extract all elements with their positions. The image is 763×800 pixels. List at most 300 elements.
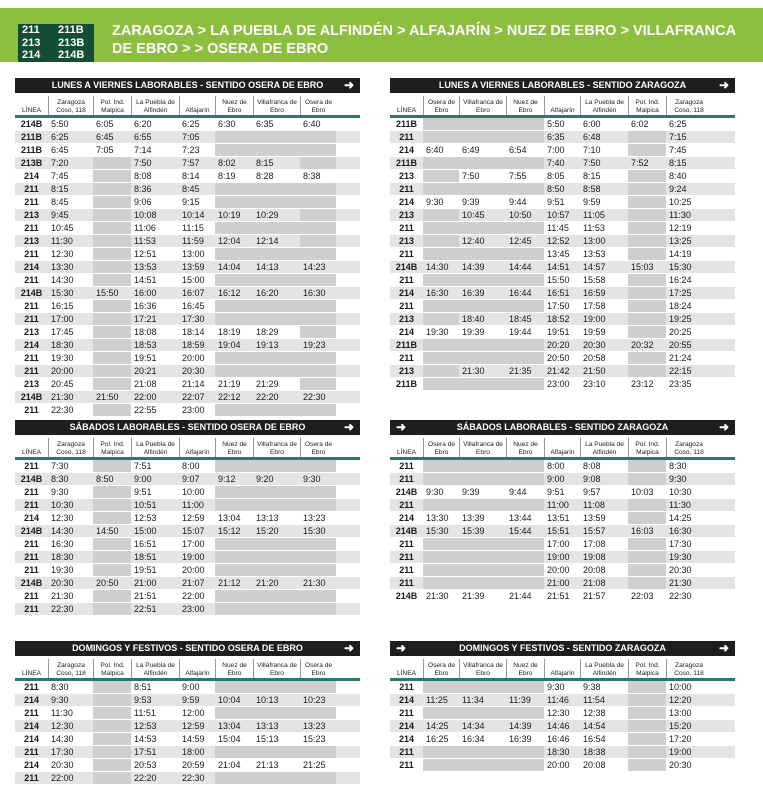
- time-cell: 17:50: [547, 301, 570, 311]
- time-cell: [215, 746, 253, 758]
- time-cell: [300, 326, 336, 338]
- time-cell: [423, 157, 459, 169]
- line-number-cell: 211: [24, 552, 39, 562]
- time-cell: 9:30: [426, 487, 444, 497]
- line-number-cell: 211B: [20, 132, 43, 142]
- table-row: [15, 460, 360, 473]
- time-cell: [253, 772, 300, 784]
- table-row: [15, 352, 360, 365]
- time-cell: [253, 222, 300, 234]
- line-number-cell: 211: [24, 747, 39, 757]
- time-cell: 13:23: [303, 513, 326, 523]
- time-cell: [459, 473, 506, 485]
- time-cell: 16:59: [583, 288, 606, 298]
- line-number-cell: 211: [24, 366, 39, 376]
- line-number-cell: 211: [399, 539, 414, 549]
- table-row: [390, 486, 735, 499]
- timetable-osera: [15, 420, 360, 616]
- arrow-right-icon: ➜: [396, 420, 407, 434]
- column-header: Alfajarín: [544, 659, 580, 678]
- time-cell: 6:25: [182, 119, 200, 129]
- time-cell: [93, 564, 131, 576]
- time-cell: [93, 486, 131, 498]
- time-cell: 8:30: [51, 474, 69, 484]
- time-cell: 20:30: [182, 366, 205, 376]
- time-cell: 20:00: [182, 565, 205, 575]
- time-cell: 6:40: [426, 145, 444, 155]
- time-cell: [253, 274, 300, 286]
- time-cell: 21:57: [583, 591, 606, 601]
- time-cell: 10:29: [256, 210, 279, 220]
- time-cell: 14:57: [583, 262, 606, 272]
- time-cell: [93, 746, 131, 758]
- time-cell: [300, 460, 336, 472]
- time-cell: [423, 352, 459, 364]
- time-cell: 16:46: [547, 734, 570, 744]
- time-cell: 7:40: [547, 158, 565, 168]
- time-cell: [628, 222, 666, 234]
- time-cell: 13:45: [547, 249, 570, 259]
- line-number-cell: 211: [399, 301, 414, 311]
- time-cell: [628, 248, 666, 260]
- time-cell: [300, 378, 336, 390]
- time-cell: 22:12: [218, 392, 241, 402]
- time-cell: [93, 759, 131, 771]
- time-cell: [423, 118, 459, 130]
- time-cell: [628, 235, 666, 247]
- time-cell: 15:44: [509, 526, 532, 536]
- time-cell: 15:30: [426, 526, 449, 536]
- column-header: Pol. Ind. Malpica: [628, 659, 666, 678]
- column-header: Zaragoza Coso, 118: [666, 438, 711, 457]
- time-cell: 14:04: [218, 262, 241, 272]
- column-header: La Puebla de Alfindén: [131, 438, 179, 457]
- line-code: 213: [22, 36, 41, 49]
- time-cell: [506, 352, 544, 364]
- time-cell: [253, 681, 300, 693]
- column-header: La Puebla de Alfindén: [131, 659, 179, 678]
- time-cell: [93, 460, 131, 472]
- time-cell: 17:00: [51, 314, 74, 324]
- time-cell: 17:00: [547, 539, 570, 549]
- time-cell: 13:13: [256, 721, 279, 731]
- time-cell: [459, 707, 506, 719]
- time-cell: [253, 551, 300, 563]
- time-cell: 14:30: [426, 262, 449, 272]
- time-cell: [506, 551, 544, 563]
- time-cell: 22:07: [182, 392, 205, 402]
- arrow-right-icon: ➜: [718, 420, 729, 434]
- time-cell: 13:53: [583, 249, 606, 259]
- table-row: [390, 261, 735, 274]
- time-cell: 8:50: [547, 184, 565, 194]
- table-row: [390, 759, 735, 772]
- line-number-cell: 214: [398, 145, 415, 155]
- line-code: 211: [22, 24, 40, 36]
- column-header: Osera de Ebro: [423, 438, 459, 457]
- time-cell: 8:19: [218, 171, 236, 181]
- time-cell: [215, 707, 253, 719]
- time-cell: [628, 131, 666, 143]
- line-number-cell: 214: [398, 197, 415, 207]
- time-cell: [423, 577, 459, 589]
- time-cell: 12:30: [51, 513, 74, 523]
- time-cell: 7:50: [583, 158, 601, 168]
- table-row: [390, 473, 735, 486]
- time-cell: [300, 274, 336, 286]
- time-cell: 18:30: [547, 747, 570, 757]
- time-cell: [506, 300, 544, 312]
- time-cell: [506, 183, 544, 195]
- time-cell: [93, 313, 131, 325]
- time-cell: [300, 681, 336, 693]
- time-cell: 20:58: [583, 353, 606, 363]
- column-header: Alfajarín: [544, 96, 580, 115]
- table-row: [15, 222, 360, 235]
- table-row: [15, 590, 360, 603]
- time-cell: 14:19: [669, 249, 692, 259]
- time-cell: 23:12: [631, 379, 654, 389]
- time-cell: [506, 473, 544, 485]
- time-cell: [253, 352, 300, 364]
- time-cell: 20:00: [51, 366, 74, 376]
- time-cell: [459, 222, 506, 234]
- table-row: [15, 365, 360, 378]
- time-cell: [506, 577, 544, 589]
- time-cell: [628, 313, 666, 325]
- column-header: La Puebla de Alfindén: [131, 96, 179, 115]
- time-cell: 13:13: [256, 513, 279, 523]
- time-cell: 23:00: [182, 604, 205, 614]
- time-cell: [423, 460, 459, 472]
- time-cell: 16:12: [218, 288, 241, 298]
- line-number-cell: 213: [398, 236, 415, 246]
- column-header: Osera de Ebro: [423, 96, 459, 115]
- time-cell: 9:30: [51, 695, 69, 705]
- time-cell: [423, 551, 459, 563]
- time-cell: 5:50: [547, 119, 565, 129]
- time-cell: 21:44: [509, 591, 532, 601]
- time-cell: 7:05: [96, 145, 114, 155]
- time-cell: 9:57: [583, 487, 601, 497]
- time-cell: 9:39: [462, 197, 480, 207]
- table-row: [15, 759, 360, 772]
- time-cell: [628, 196, 666, 208]
- time-cell: 12:53: [134, 513, 157, 523]
- time-cell: [506, 707, 544, 719]
- time-cell: 16:30: [303, 288, 326, 298]
- time-cell: [300, 313, 336, 325]
- column-header: Nuez de Ebro: [506, 438, 544, 457]
- time-cell: 16:15: [51, 301, 74, 311]
- time-cell: 21:42: [547, 366, 570, 376]
- line-number-cell: 214B: [20, 474, 43, 484]
- time-cell: 19:00: [547, 552, 570, 562]
- time-cell: 16:25: [426, 734, 449, 744]
- timetable-osera: [15, 78, 360, 417]
- time-cell: [459, 577, 506, 589]
- line-number-cell: 211: [24, 353, 39, 363]
- time-cell: 21:07: [182, 578, 205, 588]
- time-cell: 14:53: [134, 734, 157, 744]
- column-header: LÍNEA: [21, 669, 42, 677]
- time-cell: 20:00: [547, 565, 570, 575]
- time-cell: 8:15: [51, 184, 69, 194]
- line-number-cell: 211: [24, 487, 39, 497]
- time-cell: 20:53: [134, 760, 157, 770]
- time-cell: 18:08: [134, 327, 157, 337]
- table-row: [390, 525, 735, 538]
- time-cell: 9:00: [134, 474, 152, 484]
- column-header: LÍNEA: [21, 106, 42, 114]
- time-cell: 12:52: [547, 236, 570, 246]
- time-cell: [93, 365, 131, 377]
- line-number-cell: 214: [23, 721, 40, 731]
- time-cell: [253, 313, 300, 325]
- table-row: [15, 486, 360, 499]
- column-header: Villafranca de Ebro: [253, 659, 300, 678]
- time-cell: [215, 551, 253, 563]
- time-cell: [253, 248, 300, 260]
- line-number-cell: 211: [24, 565, 39, 575]
- time-cell: 12:59: [182, 721, 205, 731]
- table-row: [15, 551, 360, 564]
- line-number-cell: 211: [399, 184, 414, 194]
- time-cell: [459, 339, 506, 351]
- line-number-cell: 211: [24, 275, 39, 285]
- time-cell: [628, 274, 666, 286]
- time-cell: 6:49: [462, 145, 480, 155]
- time-cell: 20:08: [583, 760, 606, 770]
- line-number-cell: 214B: [20, 578, 43, 588]
- time-cell: [628, 300, 666, 312]
- arrow-right-icon: ➜: [343, 641, 354, 655]
- time-cell: [506, 157, 544, 169]
- time-cell: 13:44: [509, 513, 532, 523]
- time-cell: 16:30: [51, 539, 74, 549]
- column-header: Pol. Ind. Malpica: [93, 96, 131, 115]
- time-cell: [506, 746, 544, 758]
- time-cell: [459, 248, 506, 260]
- route-title: ZARAGOZA > LA PUEBLA DE ALFINDÉN > ALFAJARÍN > NUEZ DE EBRO > VILLAFRANCA DE EBRO > > OSERA DE EBRO: [112, 23, 736, 57]
- time-cell: [506, 460, 544, 472]
- time-cell: 8:15: [583, 171, 601, 181]
- table-row: [15, 707, 360, 720]
- time-cell: 18:00: [182, 747, 205, 757]
- time-cell: 20:30: [51, 578, 74, 588]
- time-cell: 19:30: [51, 565, 74, 575]
- column-header: Villafranca de Ebro: [253, 96, 300, 115]
- time-cell: [506, 681, 544, 693]
- line-number-cell: 211: [399, 275, 414, 285]
- time-cell: [459, 746, 506, 758]
- column-header: Villafranca de Ebro: [459, 438, 506, 457]
- time-cell: 8:15: [669, 158, 687, 168]
- line-number-cell: 211B: [395, 379, 418, 389]
- time-cell: 15:30: [303, 526, 326, 536]
- time-cell: 15:03: [631, 262, 654, 272]
- table-row: [15, 733, 360, 746]
- time-cell: 14:44: [509, 262, 532, 272]
- table-title-bar: [15, 78, 360, 93]
- time-cell: 16:30: [669, 526, 692, 536]
- time-cell: 9:07: [182, 474, 200, 484]
- table-row: [390, 365, 735, 378]
- time-cell: 22:30: [51, 405, 74, 415]
- time-cell: 22:00: [51, 773, 74, 783]
- table-row: [15, 144, 360, 157]
- time-cell: 6:30: [218, 119, 236, 129]
- time-cell: 16:36: [134, 301, 157, 311]
- time-cell: [253, 144, 300, 156]
- time-cell: [506, 759, 544, 771]
- line-number-cell: 211: [24, 500, 39, 510]
- time-cell: 20:55: [669, 340, 692, 350]
- time-cell: 10:08: [134, 210, 157, 220]
- time-cell: 6:25: [51, 132, 69, 142]
- line-number-cell: 211: [399, 353, 414, 363]
- time-cell: 9:30: [303, 474, 321, 484]
- time-cell: 9:30: [547, 682, 565, 692]
- time-cell: 18:52: [547, 314, 570, 324]
- table-row: [390, 707, 735, 720]
- time-cell: [300, 590, 336, 602]
- table-row: [390, 300, 735, 313]
- table-row: [390, 352, 735, 365]
- time-cell: 17:25: [669, 288, 692, 298]
- time-cell: [93, 196, 131, 208]
- time-cell: 12:14: [256, 236, 279, 246]
- time-cell: [215, 274, 253, 286]
- time-cell: 15:07: [182, 526, 205, 536]
- time-cell: [423, 746, 459, 758]
- line-number-cell: 213: [23, 327, 40, 337]
- table-row: [390, 499, 735, 512]
- column-header: Pol. Ind. Malpica: [93, 438, 131, 457]
- table-row: [390, 157, 735, 170]
- time-cell: 20:00: [182, 353, 205, 363]
- line-number-cell: 213: [398, 366, 415, 376]
- time-cell: 7:23: [182, 145, 200, 155]
- time-cell: [93, 157, 131, 169]
- time-cell: [423, 235, 459, 247]
- time-cell: [628, 365, 666, 377]
- time-cell: 18:24: [669, 301, 692, 311]
- column-headers: [15, 659, 360, 681]
- time-cell: 21:30: [426, 591, 449, 601]
- time-cell: 11:34: [462, 695, 484, 705]
- time-cell: 21:20: [256, 578, 279, 588]
- time-cell: 7:00: [547, 145, 565, 155]
- time-cell: 17:21: [134, 314, 157, 324]
- time-cell: 15:12: [218, 526, 241, 536]
- table-title-bar: [390, 420, 735, 435]
- time-cell: 14:30: [51, 526, 74, 536]
- time-cell: [506, 118, 544, 130]
- table-row: [15, 499, 360, 512]
- time-cell: 21:30: [462, 366, 485, 376]
- time-cell: 15:20: [669, 721, 692, 731]
- column-header: LÍNEA: [396, 669, 417, 677]
- line-number-cell: 211: [24, 223, 39, 233]
- table-title-bar: [390, 641, 735, 656]
- column-header: Alfajarín: [544, 438, 580, 457]
- time-cell: 21:35: [509, 366, 532, 376]
- time-cell: 19:44: [509, 327, 532, 337]
- arrow-right-icon: ➜: [718, 641, 729, 655]
- time-cell: [93, 339, 131, 351]
- time-cell: [215, 248, 253, 260]
- time-cell: [506, 222, 544, 234]
- time-cell: 9:39: [462, 487, 480, 497]
- time-cell: 17:30: [182, 314, 205, 324]
- time-cell: [215, 603, 253, 615]
- time-cell: 11:25: [426, 695, 448, 705]
- column-headers: [15, 438, 360, 460]
- time-cell: 12:38: [583, 708, 606, 718]
- header-banner: [0, 8, 763, 62]
- line-number-cell: 211: [24, 539, 39, 549]
- time-cell: [300, 538, 336, 550]
- table-row: [15, 313, 360, 326]
- table-row: [15, 300, 360, 313]
- time-cell: [93, 772, 131, 784]
- line-number-cell: 211: [399, 578, 414, 588]
- line-number-cell: 214B: [395, 262, 418, 272]
- time-cell: 16:07: [182, 288, 205, 298]
- time-cell: 19:00: [182, 552, 205, 562]
- time-cell: 22:20: [134, 773, 157, 783]
- time-cell: 18:45: [509, 314, 532, 324]
- time-cell: 18:40: [462, 314, 485, 324]
- time-cell: 18:14: [182, 327, 205, 337]
- column-header: Nuez de Ebro: [215, 438, 253, 457]
- time-cell: 11:00: [547, 500, 569, 510]
- time-cell: [300, 772, 336, 784]
- time-cell: 23:00: [182, 405, 205, 415]
- table-title: LUNES A VIERNES LABORABLES - SENTIDO ZARAGOZA: [438, 80, 687, 90]
- time-cell: [300, 404, 336, 416]
- time-cell: 9:24: [669, 184, 687, 194]
- time-cell: [628, 144, 666, 156]
- table-row: [15, 473, 360, 486]
- time-cell: 13:51: [547, 513, 570, 523]
- time-cell: 15:20: [256, 526, 279, 536]
- time-cell: [459, 274, 506, 286]
- time-cell: 23:35: [669, 379, 692, 389]
- time-cell: [300, 235, 336, 247]
- time-cell: [253, 460, 300, 472]
- time-cell: 20:25: [669, 327, 692, 337]
- time-cell: 8:08: [134, 171, 152, 181]
- table-row: [15, 564, 360, 577]
- time-cell: 13:59: [182, 262, 205, 272]
- column-header: Nuez de Ebro: [215, 659, 253, 678]
- time-cell: 10:30: [669, 487, 692, 497]
- time-cell: [93, 378, 131, 390]
- column-header: Pol. Ind. Malpica: [628, 96, 666, 115]
- line-number-cell: 214: [398, 695, 415, 705]
- table-row: [390, 378, 735, 391]
- time-cell: 19:23: [303, 340, 326, 350]
- column-header: Zaragoza Coso, 118: [48, 659, 93, 678]
- time-cell: 21:30: [669, 578, 692, 588]
- column-header: Villafranca de Ebro: [459, 659, 506, 678]
- table-row: [15, 404, 360, 417]
- time-cell: 22:20: [256, 392, 279, 402]
- time-cell: [300, 196, 336, 208]
- time-cell: 13:30: [51, 262, 74, 272]
